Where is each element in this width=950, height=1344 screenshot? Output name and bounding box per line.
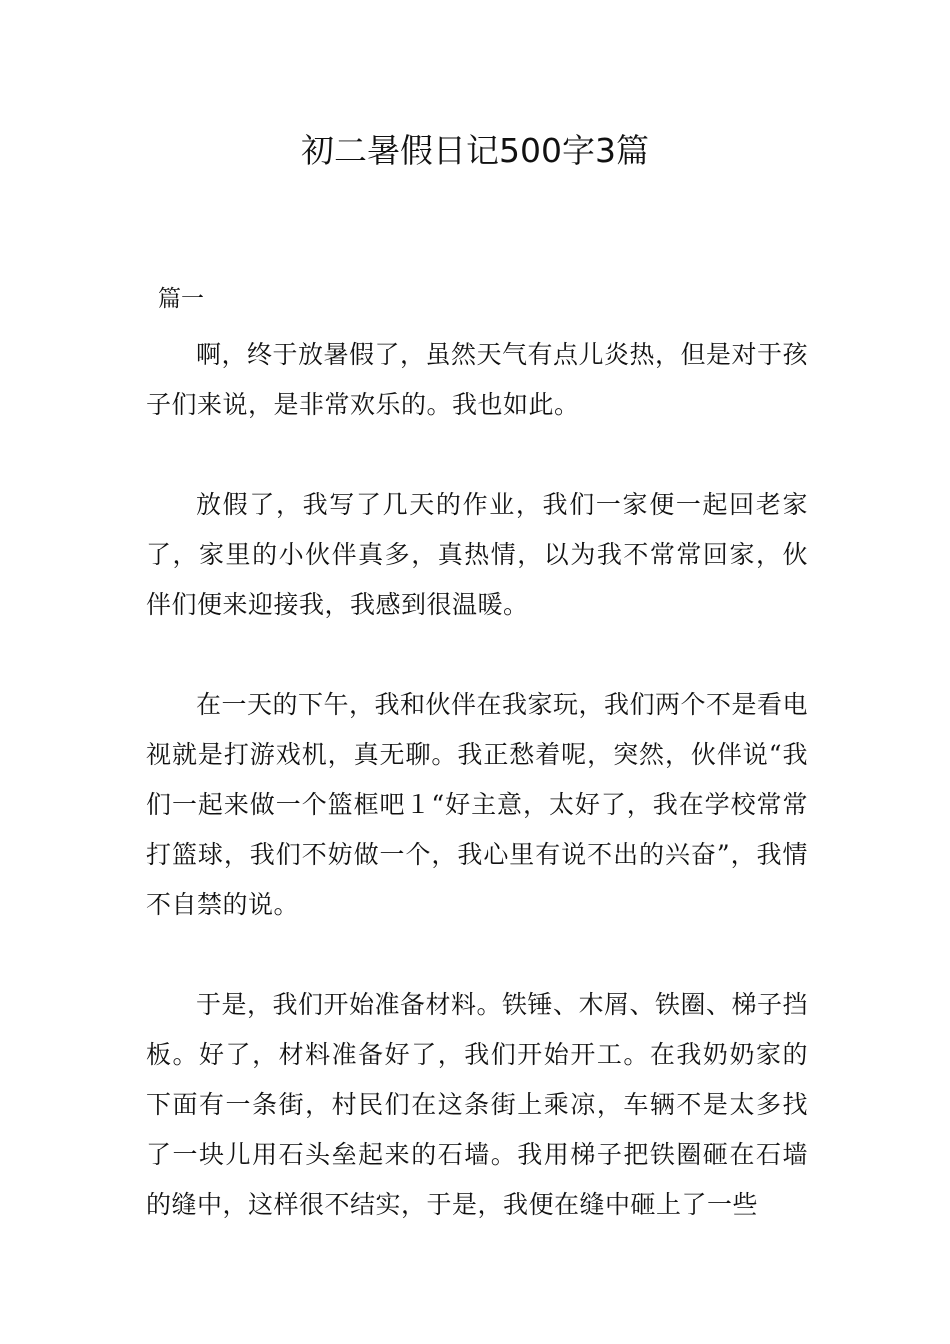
document-body — [146, 330, 808, 1230]
document-title: 初二暑假日记500字3篇 — [301, 131, 649, 170]
paragraph-2: 放假了，我写了几天的作业，我们一家便一起回老家了，家里的小伙伴真多，真热情，以为我不常常回家，伙伴们便来迎接我，我感到很温暖。 — [146, 490, 808, 619]
paragraph-1: 啊，终于放暑假了，虽然天气有点儿炎热，但是对于孩子们来说，是非常欢乐的。我也如此。 — [146, 340, 809, 419]
section-label: 篇一 — [158, 286, 204, 312]
paragraph-3: 在一天的下午，我和伙伴在我家玩，我们两个不是看电视就是打游戏机，真无聊。我正愁着呢，突然，伙伴说“我们一起来做一个篮框吧１“好主意，太好了，我在学校常常打篮球，我们不妨做一个，我心里有说不出的兴奋”，我情不自禁的说。 — [146, 690, 809, 919]
paragraph-4: 于是，我们开始准备材料。铁锤、木屑、铁圈、梯子挡板。好了，材料准备好了，我们开始开工。在我奶奶家的下面有一条街，村民们在这条街上乘凉，车辆不是太多找了一块儿用石头垒起来的石墙。我用梯子把铁圈砸在石墙的缝中，这样很不结实，于是，我便在缝中砸上了一些 — [146, 990, 809, 1219]
